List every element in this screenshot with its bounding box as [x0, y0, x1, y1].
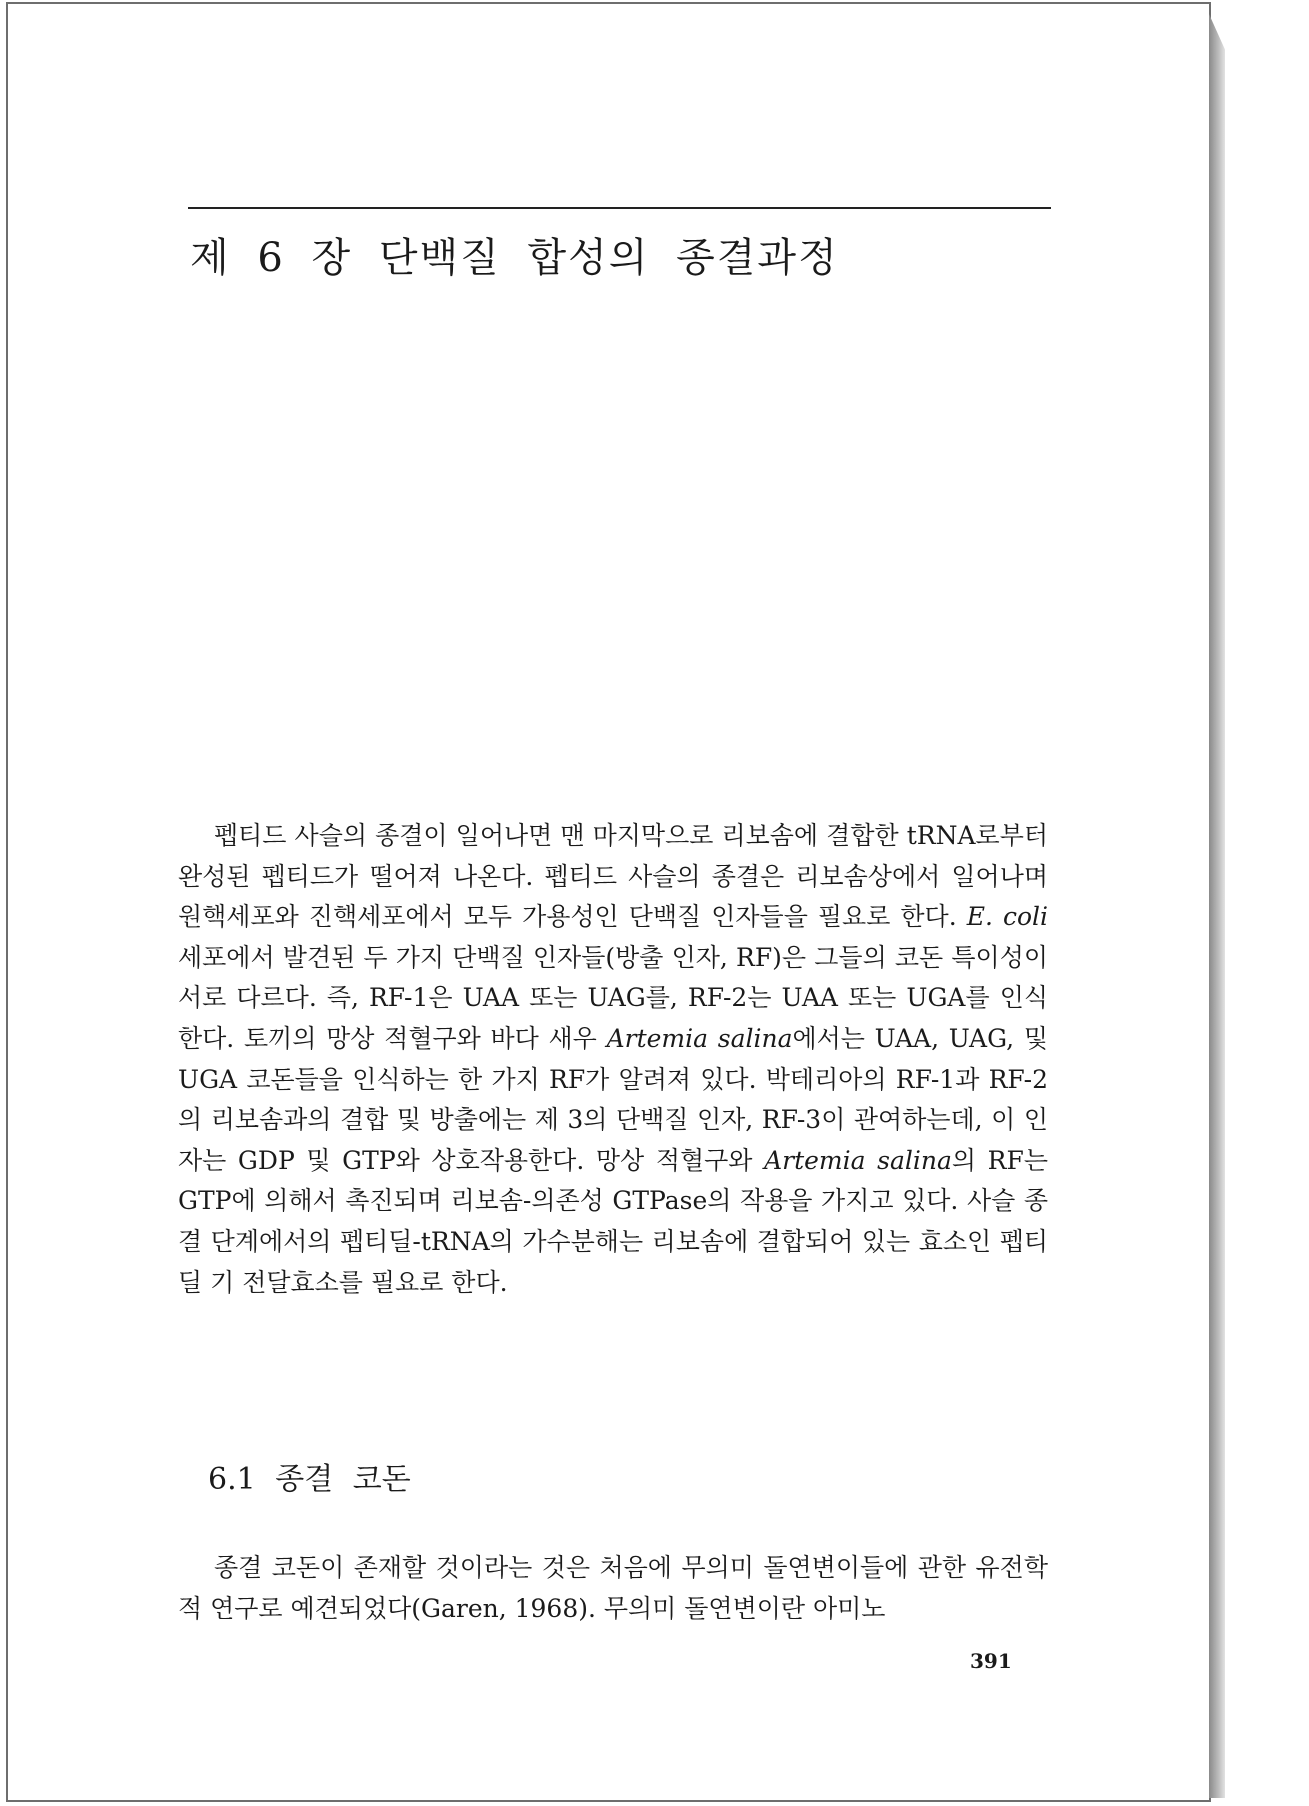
page-edge-shadow — [1209, 14, 1225, 1798]
book-page — [6, 2, 1211, 1802]
page-number: 391 — [970, 1649, 1012, 1673]
intro-text-4: 의 RF는 GTP에 의해서 촉진되며 리보솜-의존성 GTPase의 작용을 가지고 있다. 사슬 종결 단계에서의 펩티딜-tRNA의 가수분해는 리보솜에 결합되어 있는 효소인 펩티딜 기 전달효소를 필요로 한다. — [178, 1145, 1049, 1297]
section-paragraph: 종결 코돈이 존재할 것이라는 것은 처음에 무의미 돌연변이들에 관한 유전학적 연구로 예견되었다(Garen, 1968). 무의미 돌연변이란 아미노 — [178, 1553, 1048, 1623]
chapter-title: 제 6 장 단백질 합성의 종결과정 — [190, 235, 839, 281]
intro-text-2: 세포에서 발견된 두 가지 단백질 인자들(방출 인자, RF)은 그들의 코돈 특이성이 서로 다르다. 즉, RF-1은 UAA 또는 UAG를, RF-2는 UAA 또는 UGA를 인식한다. 토끼의 망상 적혈구와 바다 새우 — [178, 942, 1048, 1053]
section-heading: 6.1 종결 코돈 — [208, 1462, 411, 1497]
intro-text-1: 펩티드 사슬의 종결이 일어나면 맨 마지막으로 리보솜에 결합한 tRNA로부터 완성된 펩티드가 떨어져 나온다. 펩티드 사슬의 종결은 리보솜상에서 일어나며 원핵세포와 진핵세포에서 모두 가용성인 단백질 인자들을 필요로 한다. — [178, 821, 1048, 932]
intro-italic-ecoli: E. coli — [966, 902, 1049, 932]
chapter-rule — [188, 207, 1051, 209]
intro-italic-artemia-2: Artemia salina — [764, 1145, 952, 1175]
intro-italic-artemia-1: Artemia salina — [606, 1023, 793, 1053]
intro-paragraph — [178, 816, 1048, 1303]
intro-text-3: 에서는 UAA, UAG, 및 UGA 코돈들을 인식하는 한 가지 RF가 알려져 있다. 박테리아의 RF-1과 RF-2의 리보솜과의 결합 및 방출에는 제 3의 단백질 인자, RF-3이 관여하는데, 이 인자는 GDP 및 GTP와 상호작용한다. 망상 적혈구와 — [178, 1023, 1048, 1175]
